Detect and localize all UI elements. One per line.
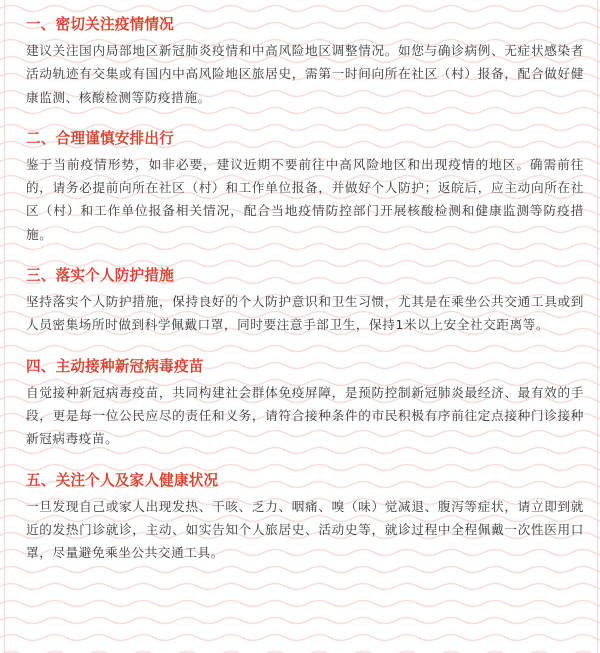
section-title: 三、落实个人防护措施 <box>26 267 174 285</box>
section-title: 四、主动接种新冠病毒疫苗 <box>26 357 204 375</box>
section-5 <box>26 470 584 565</box>
section-4 <box>26 356 584 451</box>
section-3 <box>26 265 584 337</box>
section-body: 坚持落实个人防护措施，保持良好的个人防护意识和卫生习惯，尤其是在乘坐公共交通工具或到人员密集场所时做到科学佩戴口罩，同时要注意手部卫生，保持1米以上安全社交距离等。 <box>26 294 584 333</box>
section-body: 一旦发现自己或家人出现发热、干咳、乏力、咽痛、嗅（味）觉减退、腹泻等症状，请立即到就近的发热门诊就诊，主动、如实告知个人旅居史、活动史等，就诊过程中全程佩戴一次性医用口罩，尽量避免乘坐公共交通工具。 <box>26 498 584 561</box>
section-2 <box>26 128 584 246</box>
section-body: 鉴于当前疫情形势，如非必要，建议近期不要前往中高风险地区和出现疫情的地区。确需前往的，请务必提前向所在社区（村）和工作单位报备，并做好个人防护；返皖后，应主动向所在社区（村）和工作单位报备相关情况，配合当地疫情防控部门开展核酸检测和健康监测等防疫措施。 <box>26 156 584 242</box>
section-body: 自觉接种新冠病毒疫苗，共同构建社会群体免疫屏障，是预防控制新冠肺炎最经济、最有效的手段，更是每一位公民应尽的责任和义务，请符合接种条件的市民积极有序前往定点接种门诊接种新冠病毒疫苗。 <box>26 384 584 447</box>
section-title: 二、合理谨慎安排出行 <box>26 129 174 147</box>
section-1 <box>26 14 584 109</box>
section-title: 五、关注个人及家人健康状况 <box>26 471 219 489</box>
section-body: 建议关注国内局部地区新冠肺炎疫情和中高风险地区调整情况。如您与确诊病例、无症状感染者活动轨迹有交集或有国内中高风险地区旅居史，需第一时间向所在社区（村）报备，配合做好健康监测、核酸检测等防疫措施。 <box>26 43 584 105</box>
section-title: 一、密切关注疫情情况 <box>26 16 174 33</box>
